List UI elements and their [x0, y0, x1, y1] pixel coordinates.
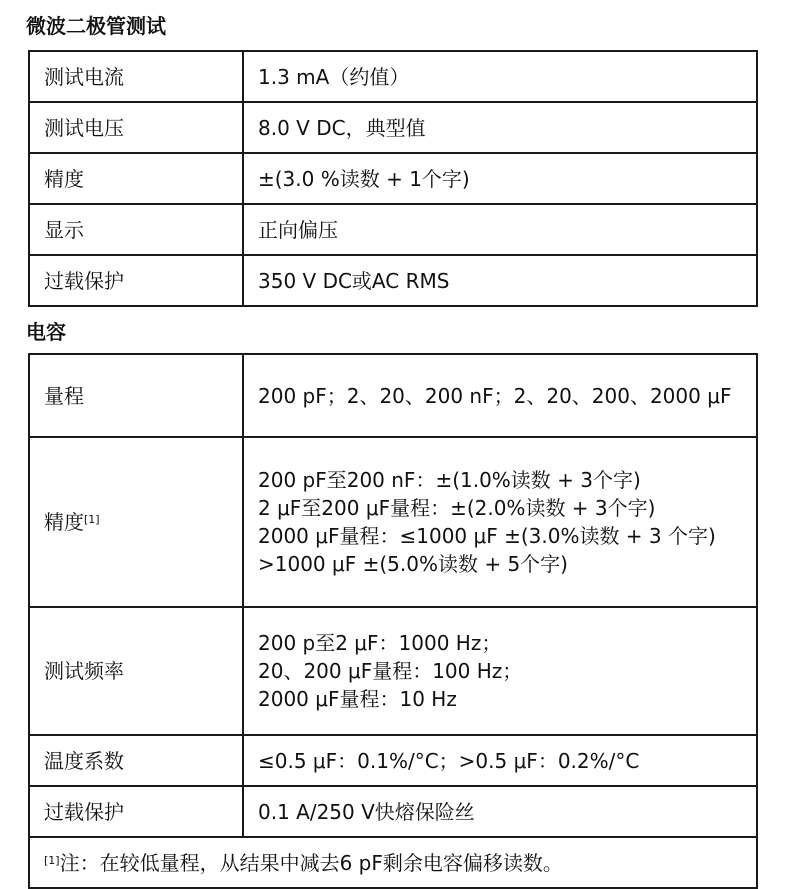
spec-label: 精度: [44, 510, 84, 534]
capacitance-spec-table: [28, 353, 758, 889]
frequency-line: 2000 μF量程：10 Hz: [258, 687, 457, 711]
spec-value: ≤0.5 μF：0.1%/°C；>0.5 μF：0.2%/°C: [243, 735, 757, 786]
spec-label: 过载保护: [29, 255, 243, 306]
spec-value: ±(3.0 %读数 + 1个字): [243, 153, 757, 204]
spec-value: 8.0 V DC，典型值: [243, 102, 757, 153]
accuracy-line: 200 pF至200 nF：±(1.0%读数 + 3个字): [258, 468, 641, 492]
spec-label: 测试电压: [29, 102, 243, 153]
table-row-range: [29, 354, 757, 437]
frequency-line: 200 p至2 μF：1000 Hz；: [258, 631, 502, 655]
footnote-marker: [1]: [84, 513, 100, 526]
spec-label: 过载保护: [29, 786, 243, 837]
accuracy-line: >1000 μF ±(5.0%读数 + 5个字): [258, 552, 568, 576]
table-row-temp-coefficient: [29, 735, 757, 786]
frequency-line: 20、200 μF量程：100 Hz；: [258, 659, 523, 683]
spec-value: 350 V DC或AC RMS: [243, 255, 757, 306]
spec-label: 测试频率: [29, 607, 243, 735]
spec-label: 显示: [29, 204, 243, 255]
section-title-capacitance: 电容: [26, 320, 66, 344]
spec-value: 0.1 A/250 V快熔保险丝: [243, 786, 757, 837]
accuracy-line: 2 μF至200 μF量程：±(2.0%读数 + 3个字): [258, 496, 656, 520]
table-row: [29, 255, 757, 306]
section-title-diode-test: 微波二极管测试: [26, 14, 166, 38]
spec-value-cell: [243, 607, 757, 735]
footnote-marker: [1]: [44, 853, 60, 867]
accuracy-line: 2000 μF量程：≤1000 μF ±(3.0%读数 + 3 个字): [258, 524, 716, 548]
spec-label: 量程: [29, 354, 243, 437]
table-row: [29, 51, 757, 102]
footnote-text: 注：在较低量程，从结果中减去6 pF剩余电容偏移读数。: [59, 850, 563, 875]
spec-label: 温度系数: [29, 735, 243, 786]
footnote-cell: [29, 837, 757, 888]
table-row: [29, 102, 757, 153]
table-row: [29, 153, 757, 204]
table-row-accuracy: [29, 437, 757, 607]
diode-test-spec-table: [28, 50, 758, 307]
table-row-footnote: [29, 837, 757, 888]
spec-value: 正向偏压: [243, 204, 757, 255]
spec-value-cell: [243, 437, 757, 607]
spec-label-cell: [29, 437, 243, 607]
table-row-test-frequency: [29, 607, 757, 735]
spec-label: 精度: [29, 153, 243, 204]
spec-label: 测试电流: [29, 51, 243, 102]
table-row-overload: [29, 786, 757, 837]
spec-value: 200 pF；2、20、200 nF；2、20、200、2000 μF: [243, 354, 757, 437]
spec-value: 1.3 mA（约值）: [243, 51, 757, 102]
table-row: [29, 204, 757, 255]
